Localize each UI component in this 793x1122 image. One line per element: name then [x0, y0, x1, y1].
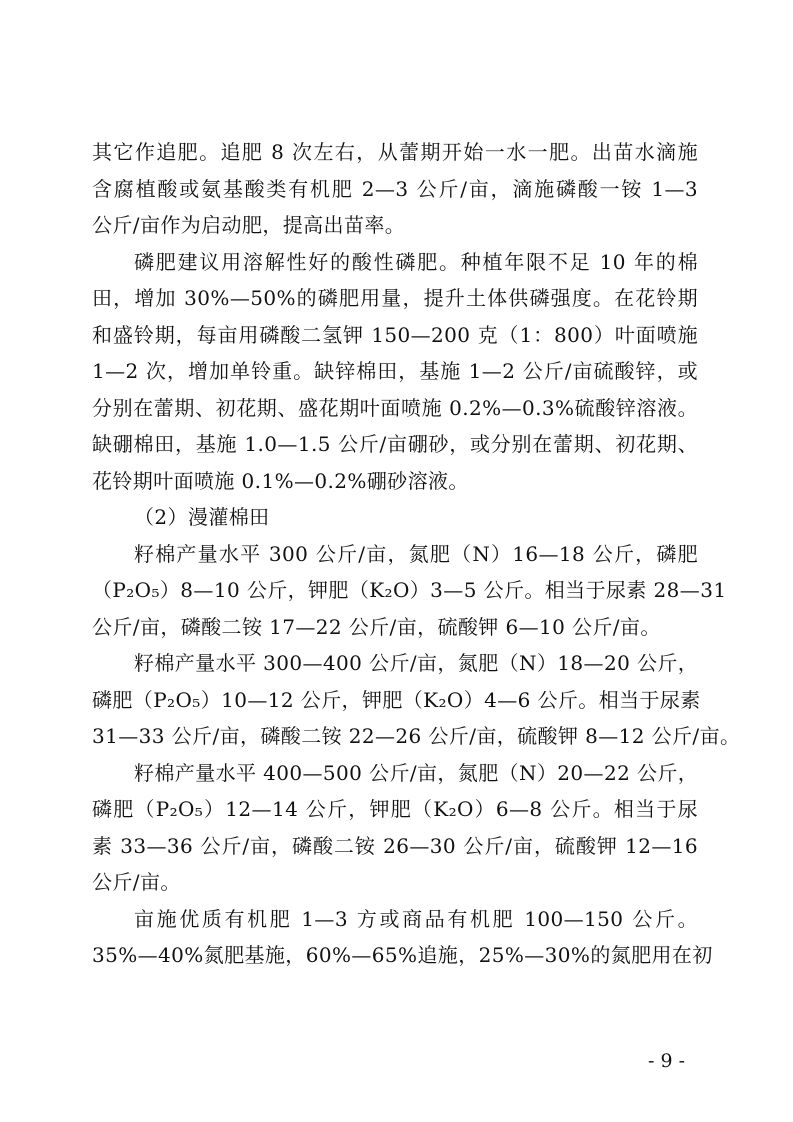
text-line: 亩施优质有机肥 1—3 方或商品有机肥 100—150 公斤。 — [134, 906, 698, 931]
text-line: 1—2 次，增加单铃重。缺锌棉田，基施 1—2 公斤/亩硫酸锌，或 — [92, 359, 698, 383]
text-line: （P₂O₅）8—10 公斤，钾肥（K₂O）3—5 公斤。相当于尿素 28—31 — [92, 578, 727, 602]
text-line: 分别在蕾期、初花期、盛花期叶面喷施 0.2%—0.3%硫酸锌溶液。 — [92, 395, 698, 420]
text-line: 35%—40%氮肥基施，60%—65%追施，25%—30%的氮肥用在初 — [92, 943, 713, 967]
text-line: 和盛铃期，每亩用磷酸二氢钾 150—200 克（1：800）叶面喷施 — [92, 322, 698, 347]
text-line: 31—33 公斤/亩，磷酸二铵 22—26 公斤/亩，硫酸钾 8—12 公斤/亩。 — [92, 724, 741, 748]
page-number: - 9 - — [647, 1050, 685, 1072]
text-line: 缺硼棉田，基施 1.0—1.5 公斤/亩硼砂，或分别在蕾期、初花期、 — [92, 432, 698, 456]
text-line: 含腐植酸或氨基酸类有机肥 2—3 公斤/亩，滴施磷酸一铵 1—3 — [92, 176, 698, 201]
text-line: 籽棉产量水平 300 公斤/亩，氮肥（N）16—18 公斤，磷肥 — [134, 541, 698, 566]
body-text — [92, 134, 741, 974]
text-line: 花铃期叶面喷施 0.1%—0.2%硼砂溶液。 — [92, 468, 469, 493]
text-line: 公斤/亩。 — [92, 870, 181, 894]
section-heading: （2）漫灌棉田 — [134, 505, 270, 529]
text-line: 籽棉产量水平 300—400 公斤/亩，氮肥（N）18—20 公斤， — [134, 651, 699, 675]
text-line: 磷肥（P₂O₅）10—12 公斤，钾肥（K₂O）4—6 公斤。相当于尿素 — [92, 687, 701, 712]
text-line: 田，增加 30%—50%的磷肥用量，提升土体供磷强度。在花铃期 — [92, 286, 698, 310]
text-line: 磷肥建议用溶解性好的酸性磷肥。种植年限不足 10 年的棉 — [134, 249, 698, 274]
text-line: 籽棉产量水平 400—500 公斤/亩，氮肥（N）20—22 公斤， — [134, 760, 699, 785]
text-line: 磷肥（P₂O₅）12—14 公斤，钾肥（K₂O）6—8 公斤。相当于尿 — [92, 797, 698, 821]
text-line: 公斤/亩，磷酸二铵 17—22 公斤/亩，硫酸钾 6—10 公斤/亩。 — [92, 614, 661, 639]
text-line: 其它作追肥。追肥 8 次左右，从蕾期开始一水一肥。出苗水滴施 — [92, 140, 698, 164]
text-line: 公斤/亩作为启动肥，提高出苗率。 — [92, 213, 406, 237]
text-line: 素 33—36 公斤/亩，磷酸二铵 26—30 公斤/亩，硫酸钾 12—16 — [92, 833, 698, 858]
